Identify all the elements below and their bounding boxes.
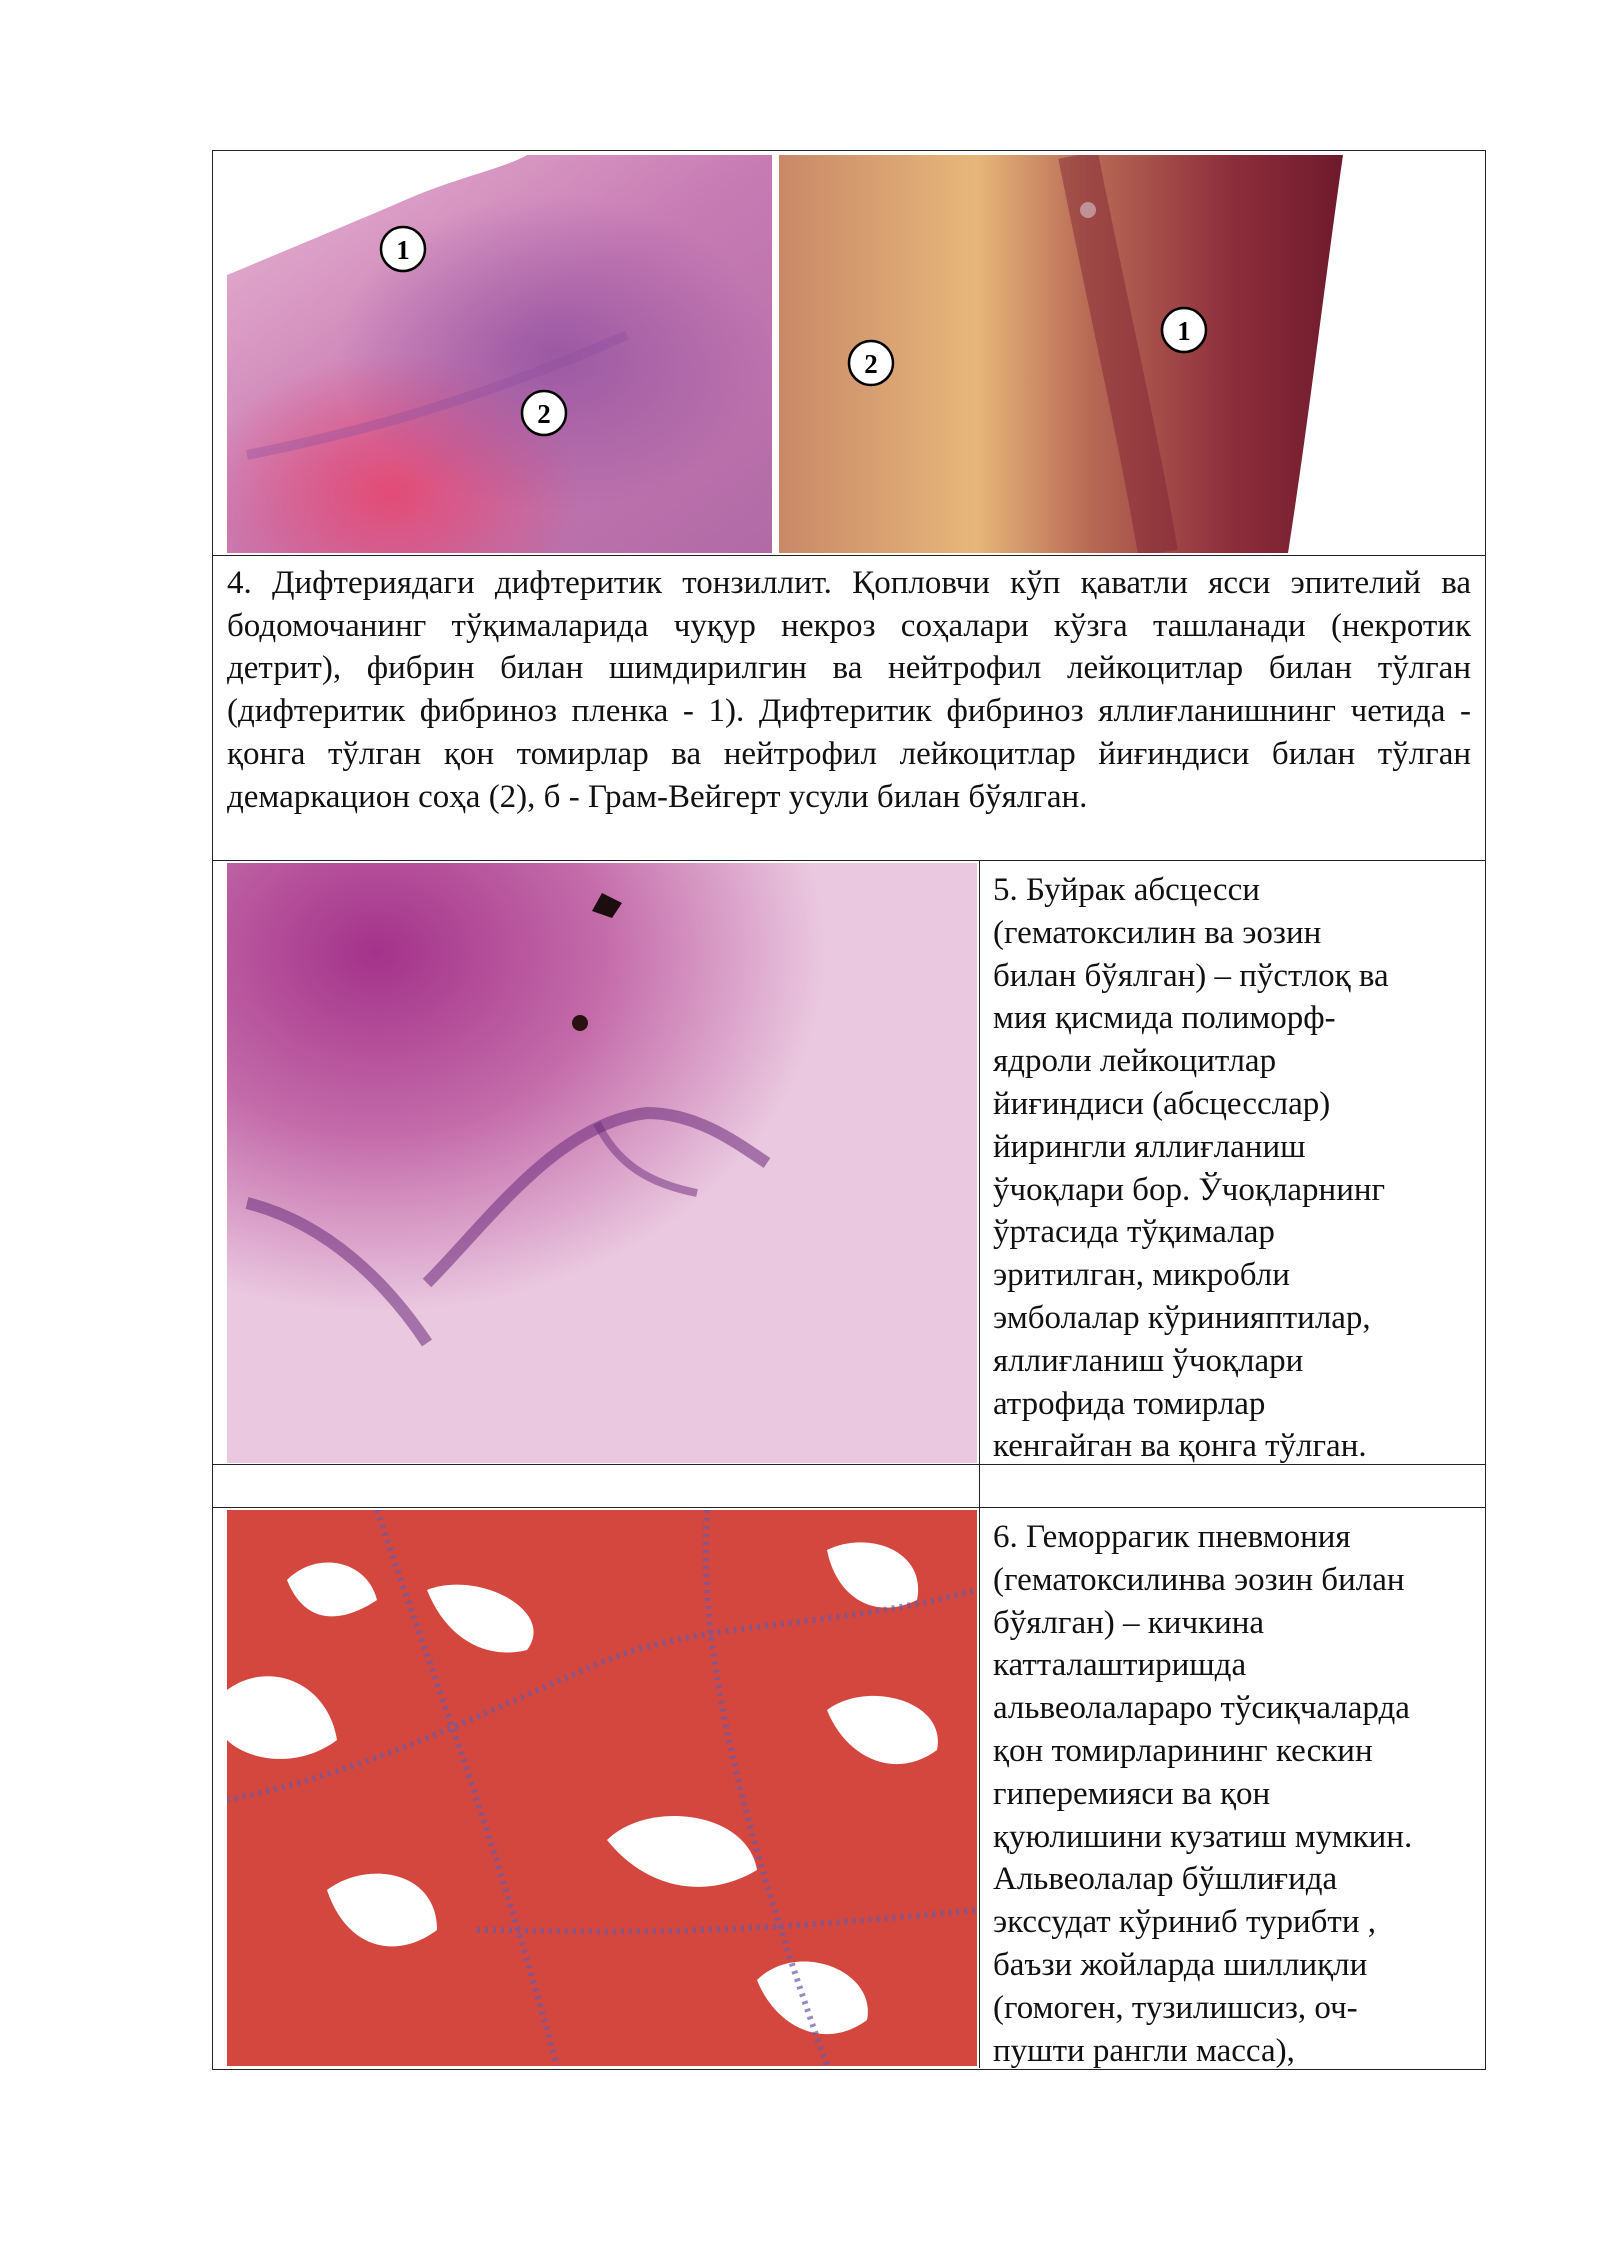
caption-line: эритилган, микробли — [993, 1257, 1290, 1294]
caption-line: 6. Геморрагик пневмония — [993, 1519, 1351, 1555]
caption-line: қуюлишини кузатиш мумкин. — [993, 1818, 1413, 1855]
caption-line: мия қисмида полиморф- — [993, 1000, 1336, 1037]
caption-line: 5. Буйрак абсцесси — [993, 872, 1260, 908]
caption-line: баъзи жойларда шиллиқли — [993, 1946, 1368, 1983]
caption-line: атрофида томирлар — [993, 1385, 1266, 1422]
column-divider — [979, 1508, 980, 2068]
caption-line: қон томирларининг кескин — [993, 1732, 1373, 1769]
caption-line: билан бўялган) – пўстлоқ ва — [993, 957, 1389, 994]
caption-line: гиперемияси ва қон — [993, 1775, 1271, 1812]
image-gap — [774, 155, 779, 553]
figure4-caption-row — [213, 556, 1485, 861]
caption-line: альвеолалараро тўсиқчаларда — [993, 1690, 1410, 1727]
caption-line: эмболалар кўринияптилар, — [993, 1299, 1371, 1336]
figure5-row — [213, 861, 1485, 1465]
figure4-image-row — [213, 151, 1485, 556]
caption-line: ўчоқлари бор. Ўчоқларнинг — [993, 1171, 1386, 1208]
empty-row — [213, 1465, 1485, 1508]
caption-line: кенгайган ва қонга тўлган. — [993, 1428, 1367, 1465]
caption-line: пушти рангли масса), — [993, 2032, 1295, 2069]
figure5-caption — [993, 869, 1477, 1468]
column-divider — [979, 861, 980, 1464]
caption-line: катталаштиришда — [993, 1647, 1247, 1684]
caption-line: экссудат кўриниб турибти , — [993, 1904, 1376, 1941]
caption-line: йиғиндиси (абсцесслар) — [993, 1085, 1331, 1122]
caption-line: яллиғланиш ўчоқлари — [993, 1342, 1304, 1379]
caption-line: (гематоксилинва эозин билан — [993, 1561, 1405, 1598]
tonsillitis-micrograph-right — [778, 155, 1358, 553]
marker-2-right: 2 — [864, 349, 878, 379]
caption-line: Альвеолалар бўшлиғида — [993, 1861, 1338, 1898]
caption-line: ядроли лейкоцитлар — [993, 1043, 1277, 1080]
marker-1-right: 1 — [1177, 316, 1191, 346]
figure-table — [212, 150, 1486, 2070]
pneumonia-micrograph — [227, 1510, 977, 2066]
kidney-abscess-micrograph — [227, 863, 977, 1463]
figure4-caption: 4. Дифтериядаги дифтеритик тонзиллит. Қопловчи кўп қаватли ясси эпителий ва бодомочанинг тўқималарида чуқур некроз соҳалари кўзга ташланади (некротик детрит), фибрин билан шимдирилгин ва нейтрофил лейкоцитлар билан тўлган (дифтеритик фибриноз пленка - 1). Дифтеритик фибриноз яллиғланишнинг четида - қонга тўлган қон томирлар ва нейтрофил лейкоцитлар йиғиндиси билан тўлган демаркацион соҳа (2), б - Грам-Вейгерт усули билан бўялган. — [227, 565, 1471, 815]
caption-line: (гематоксилин ва эозин — [993, 914, 1322, 951]
marker-1-left: 1 — [396, 235, 410, 265]
marker-2-left: 2 — [537, 399, 551, 429]
figure6-row — [213, 1508, 1485, 2068]
figure6-caption — [993, 1516, 1477, 2072]
caption-line: (гомоген, тузилишсиз, оч- — [993, 1989, 1358, 2026]
column-divider — [979, 1465, 980, 1507]
caption-line: йирингли яллиғланиш — [993, 1128, 1306, 1165]
caption-line: ўртасида тўқималар — [993, 1214, 1275, 1251]
caption-line: бўялган) – кичкина — [993, 1604, 1265, 1641]
tonsillitis-micrograph-left — [227, 155, 772, 553]
